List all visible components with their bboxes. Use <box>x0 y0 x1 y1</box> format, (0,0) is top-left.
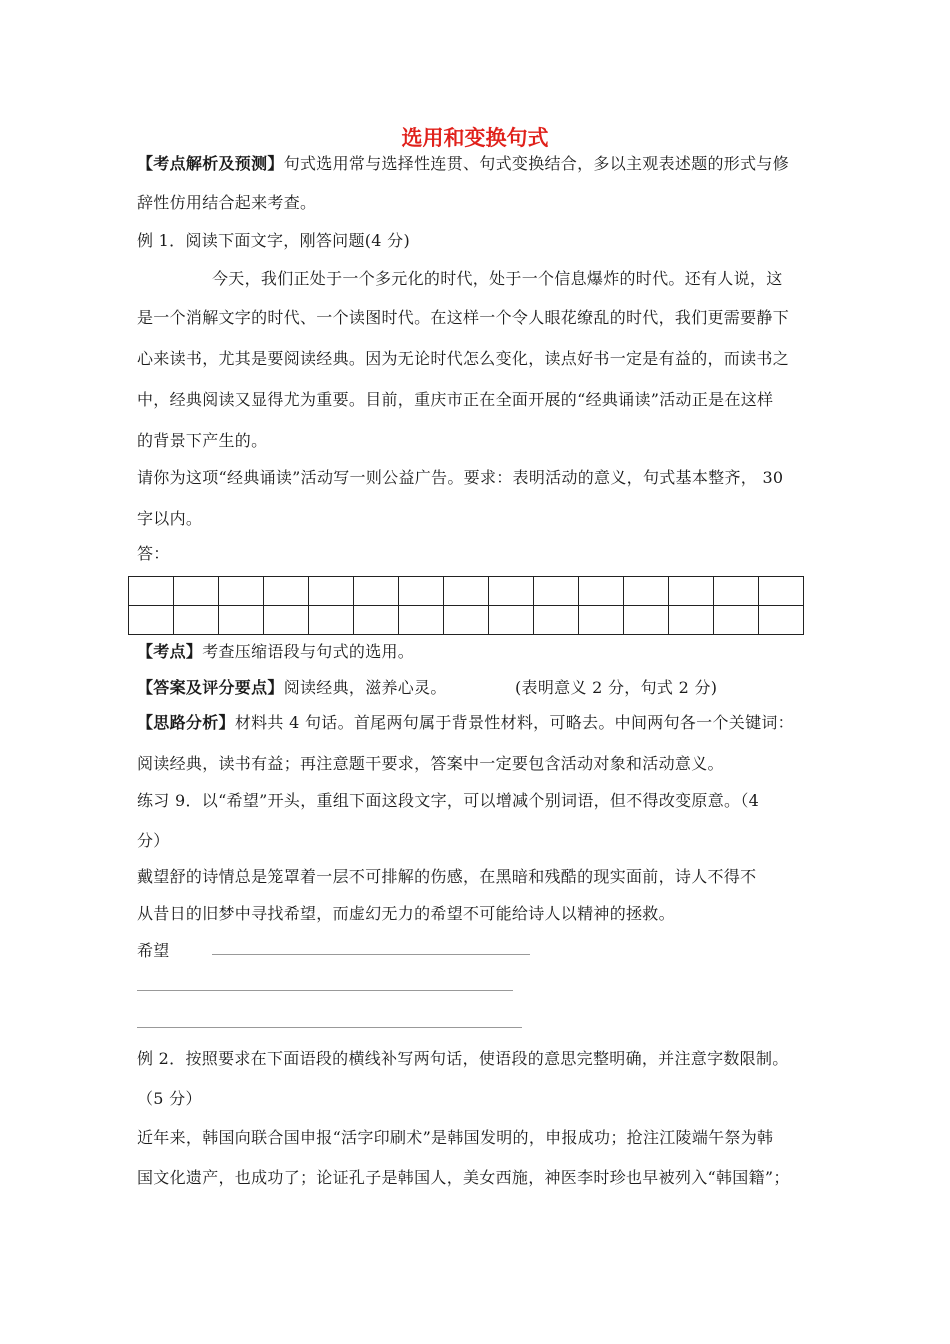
answer-grid-cell[interactable] <box>174 577 219 606</box>
example2-score: （5 分） <box>137 1089 202 1108</box>
analysis-tag: 【思路分析】 <box>137 713 235 732</box>
answer-label: 答： <box>137 544 170 563</box>
answer-blank-line-3 <box>137 1027 522 1028</box>
answer-grid-cell[interactable] <box>444 577 489 606</box>
answer-grid-cell[interactable] <box>534 606 579 635</box>
answer-grid-cell[interactable] <box>534 577 579 606</box>
example1-passage-line-4: 中，经典阅读又显得尤为重要。目前，重庆市正在全面开展的“经典诵读”活动正是在这样 <box>137 390 774 409</box>
answer-grid-cell[interactable] <box>759 606 804 635</box>
answer-grid-cell[interactable] <box>579 577 624 606</box>
example2-text-1: 近年来，韩国向联合国申报“活字印刷术”是韩国发明的，申报成功；抢注江陵端午祭为韩 <box>137 1128 774 1147</box>
answer-grid-cell[interactable] <box>669 606 714 635</box>
answer-grid-cell[interactable] <box>624 606 669 635</box>
answer-grid-cell[interactable] <box>129 577 174 606</box>
answer-grid-table <box>128 576 804 635</box>
example2-heading: 例 2．按照要求在下面语段的横线补写两句话，使语段的意思完整明确，并注意字数限制。 <box>137 1049 789 1068</box>
answer-grid-cell[interactable] <box>399 577 444 606</box>
answer-grid-cell[interactable] <box>174 606 219 635</box>
answer-grid-cell[interactable] <box>579 606 624 635</box>
answer-grid-cell[interactable] <box>714 577 759 606</box>
answer-grid-cell[interactable] <box>354 606 399 635</box>
analysis-text-1: 材料共 4 句话。首尾两句属于背景性材料，可略去。中间两句各一个关键词： <box>234 713 794 732</box>
exercise9-heading-1: 练习 9．以“希望”开头，重组下面这段文字，可以增减个别词语，但不得改变原意。（4 <box>137 791 760 810</box>
intro-line-1 <box>137 153 827 175</box>
kaodian-tag: 【考点】 <box>137 642 203 661</box>
answer-grid-cell[interactable] <box>264 606 309 635</box>
answer-grid-cell[interactable] <box>714 606 759 635</box>
answer-grid-cell[interactable] <box>309 577 354 606</box>
example2-text-2: 国文化遗产，也成功了；论证孔子是韩国人，美女西施，神医李时珍也早被列入“韩国籍”； <box>137 1168 790 1187</box>
example1-passage-line-3: 心来读书，尤其是要阅读经典。因为无论时代怎么变化，读点好书一定是有益的，而读书之 <box>137 349 790 368</box>
score-note: (表明意义 2 分，句式 2 分) <box>515 678 718 697</box>
answer-grid-cell[interactable] <box>669 577 714 606</box>
exercise9-heading-2: 分） <box>137 831 170 850</box>
example1-passage-line-1: 今天，我们正处于一个多元化的时代，处于一个信息爆炸的时代。还有人说，这 <box>212 269 783 288</box>
intro-text-1: 句式选用常与选择性连贯、句式变换结合，多以主观表述题的形式与修 <box>283 154 790 173</box>
example1-question-line-1: 请你为这项“经典诵读”活动写一则公益广告。要求：表明活动的意义，句式基本整齐， 30 <box>137 468 784 487</box>
intro-tag: 【考点解析及预测】 <box>137 154 284 173</box>
kaodian-text: 考查压缩语段与句式的选用。 <box>202 642 415 661</box>
answer-blank-line-2 <box>137 990 513 991</box>
example1-question-line-2: 字以内。 <box>137 509 203 528</box>
answer-grid-cell[interactable] <box>129 606 174 635</box>
example1-passage-line-5: 的背景下产生的。 <box>137 431 268 450</box>
answer-blank-line-1 <box>212 954 530 955</box>
intro-text-2: 辞性仿用结合起来考查。 <box>137 193 317 212</box>
answer-grid-row <box>129 606 804 635</box>
answer-grid-cell[interactable] <box>489 606 534 635</box>
exercise9-answer-start: 希望 <box>137 941 170 960</box>
answer-grid-cell[interactable] <box>399 606 444 635</box>
answer-grid-cell[interactable] <box>219 577 264 606</box>
answer-grid-cell[interactable] <box>489 577 534 606</box>
answer-grid-row <box>129 577 804 606</box>
example1-heading: 例 1．阅读下面文字，刚答问题(4 分) <box>137 231 411 250</box>
analysis-text-2: 阅读经典，读书有益；再注意题干要求，答案中一定要包含活动对象和活动意义。 <box>137 754 724 773</box>
page-title: 选用和变换句式 <box>401 126 549 150</box>
answer-grid <box>128 576 804 635</box>
example1-passage-line-2: 是一个消解文字的时代、一个读图时代。在这样一个令人眼花缭乱的时代，我们更需要静下 <box>137 308 790 327</box>
kaodian-line <box>137 641 827 663</box>
answer-grid-cell[interactable] <box>624 577 669 606</box>
answer-grid-cell[interactable] <box>264 577 309 606</box>
answer-tag: 【答案及评分要点】 <box>137 678 284 697</box>
answer-grid-cell[interactable] <box>759 577 804 606</box>
answer-grid-cell[interactable] <box>309 606 354 635</box>
analysis-line-1 <box>137 712 827 734</box>
answer-text: 阅读经典，滋养心灵。 <box>283 678 447 697</box>
exercise9-passage-2: 从昔日的旧梦中寻找希望，而虚幻无力的希望不可能给诗人以精神的拯救。 <box>137 904 675 923</box>
exercise9-passage-1: 戴望舒的诗情总是笼罩着一层不可排解的伤感，在黑暗和残酷的现实面前，诗人不得不 <box>137 867 757 886</box>
answer-grid-cell[interactable] <box>444 606 489 635</box>
answer-grid-cell[interactable] <box>219 606 264 635</box>
answer-grid-cell[interactable] <box>354 577 399 606</box>
